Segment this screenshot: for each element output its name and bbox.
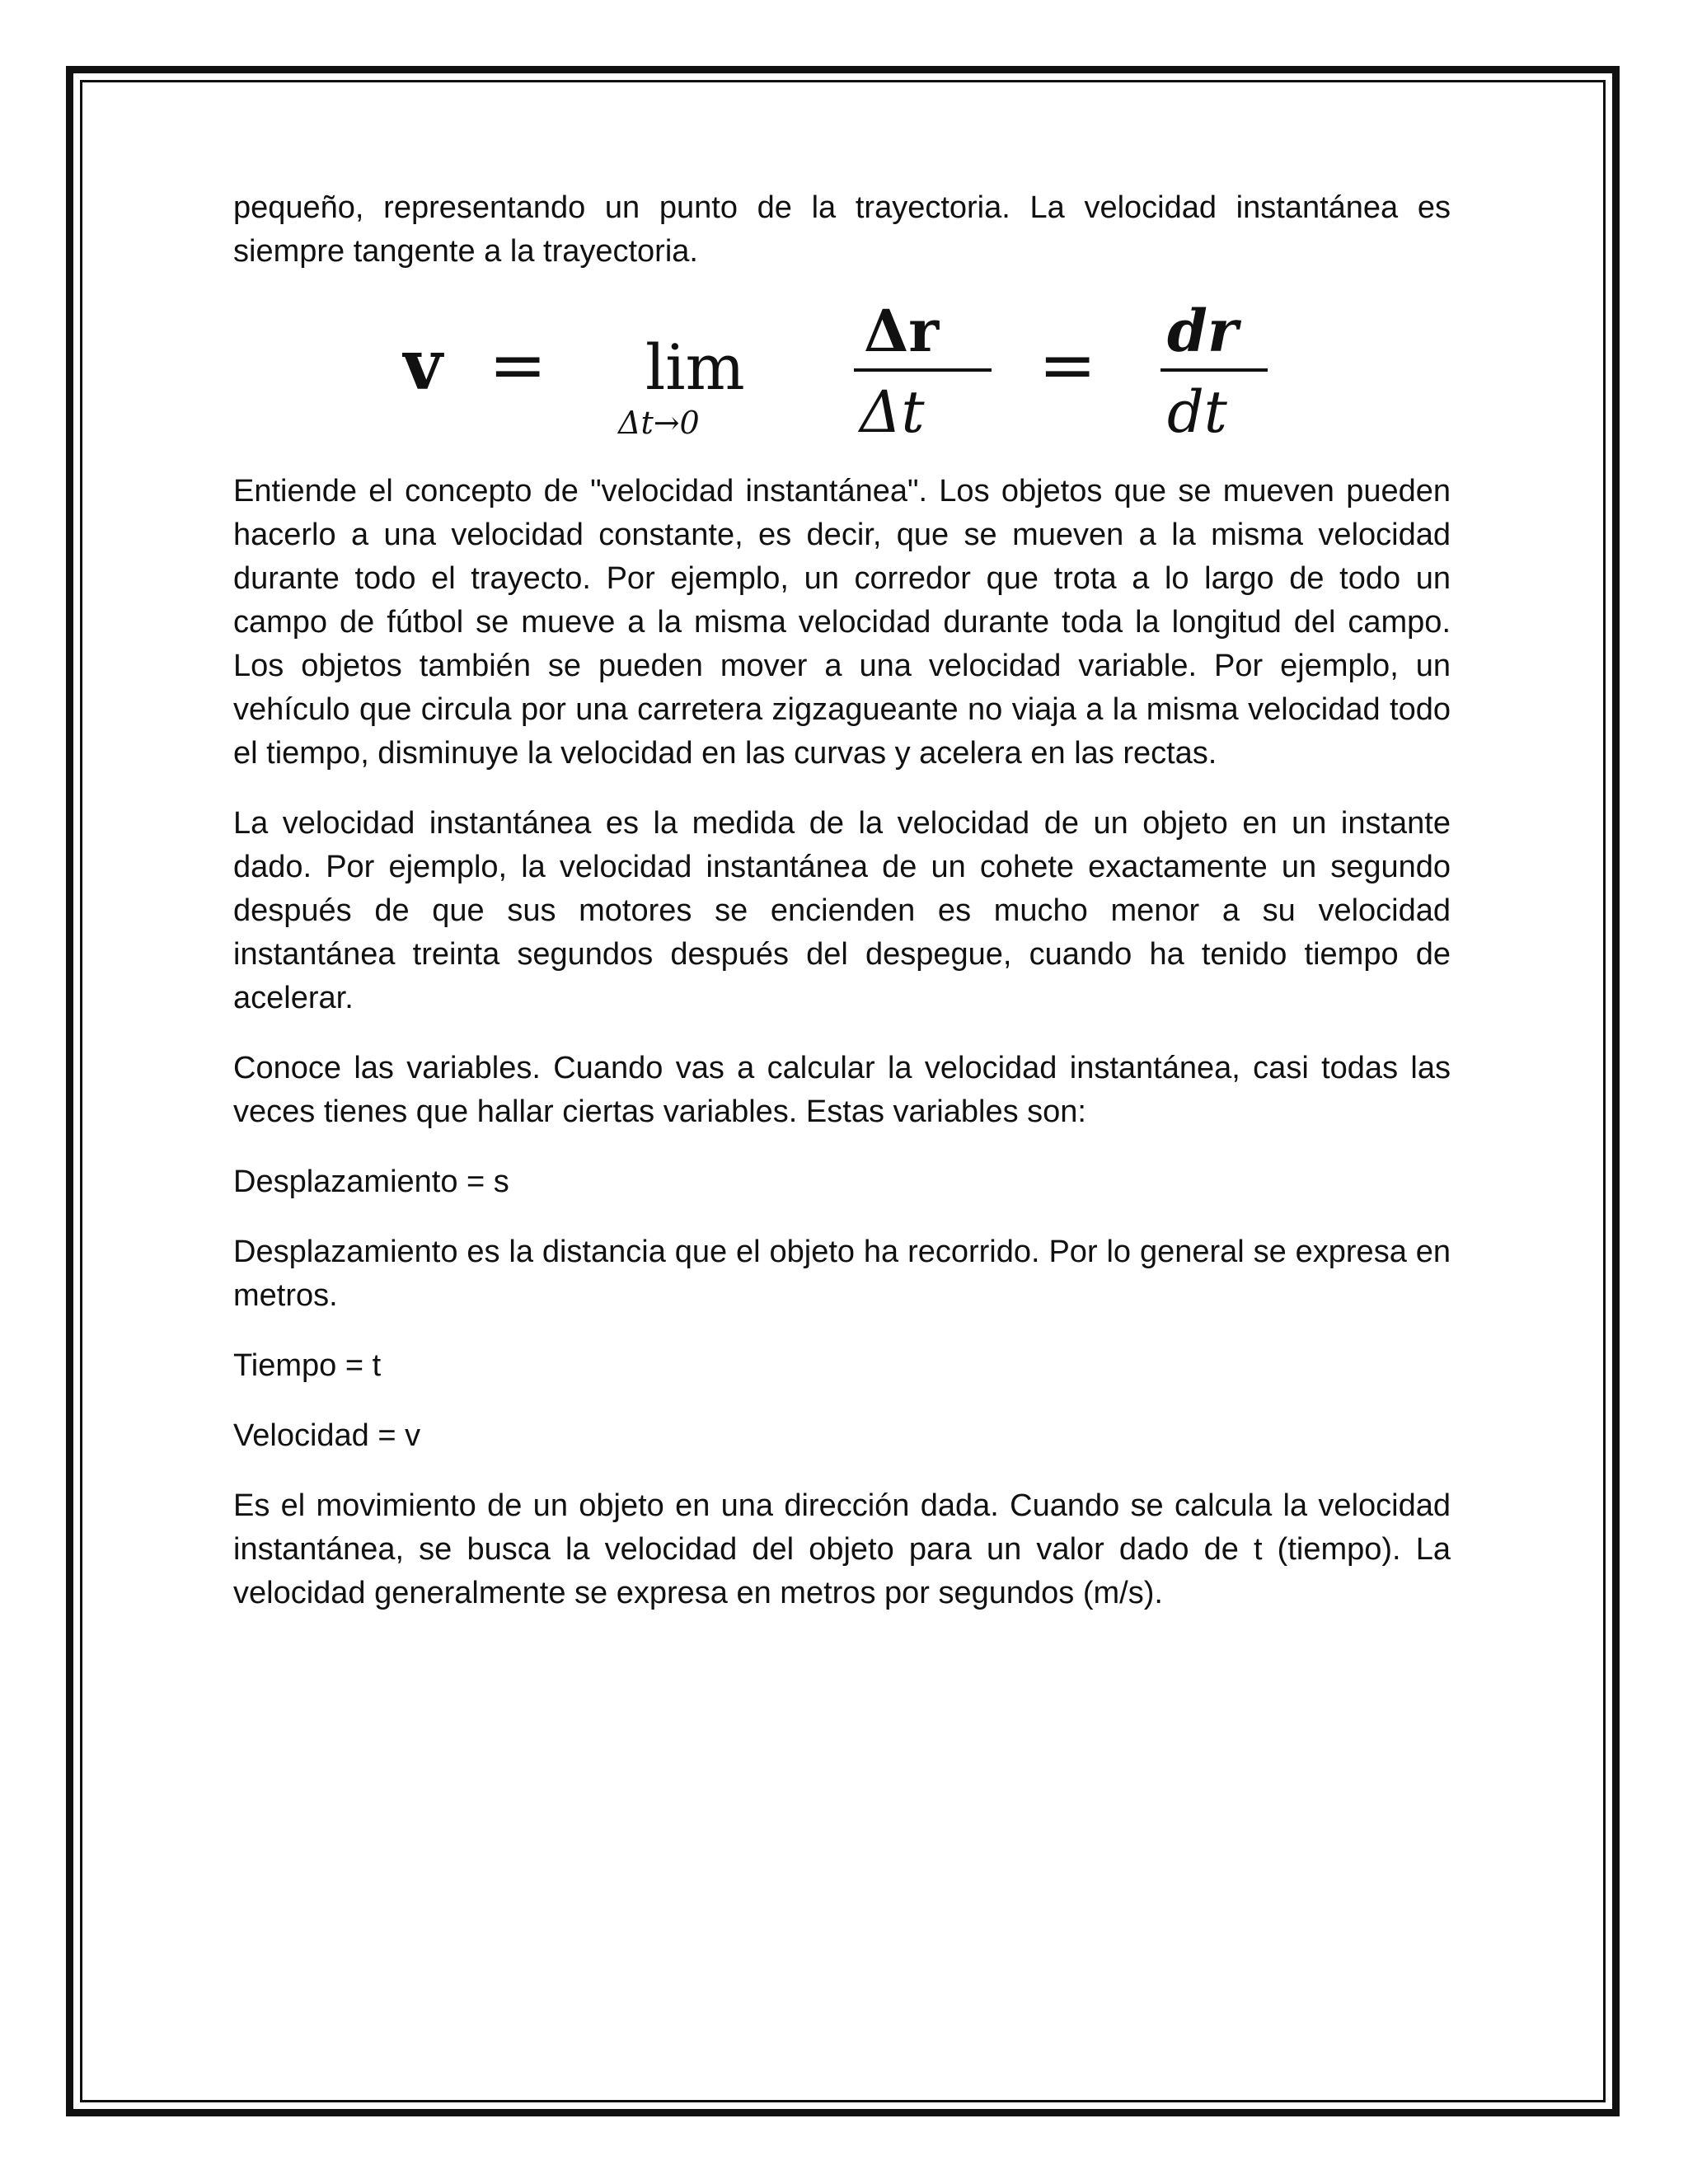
formula-frac1-denominator: Δt <box>860 378 925 446</box>
variable-velocity: Velocidad = v <box>233 1418 421 1453</box>
velocity-formula-graphic <box>402 300 1284 448</box>
paragraph-concept: Entiende el concepto de "velocidad instantánea". Los objetos que se mueven pueden hacerlo a una velocidad constante, es decir, que se mueven a la misma velocidad durante todo el trayecto. Por ejemplo, un corredor que trota a lo largo de todo un campo de fútbol se mueve a la misma velocidad durante toda la longitud del campo. Los objetos también se pueden mover a una velocidad variable. Por ejemplo, un vehículo que circula por una carretera zigzagueante no viaja a la misma velocidad todo el tiempo, disminuye la velocidad en las curvas y acelera en las rectas. <box>233 474 1451 771</box>
formula-equals-2: = <box>1039 325 1097 405</box>
formula-lhs: v <box>402 324 443 405</box>
formula-frac2-denominator: dt <box>1167 378 1227 446</box>
variable-time: Tiempo = t <box>233 1348 382 1383</box>
formula-frac1-numerator: Δr <box>864 300 940 365</box>
paragraph-instant-measure: La velocidad instantánea es la medida de la velocidad de un objeto en un instante dado. Por ejemplo, la velocidad instantánea de un cohete exactamente un segundo después de que sus motores se encienden es mucho menor a su velocidad instantánea treinta segundos después del despegue, cuando ha tenido tiempo de acelerar. <box>233 806 1451 1015</box>
paragraph-variables-intro: Conoce las variables. Cuando vas a calcular la velocidad instantánea, casi todas las veces tienes que hallar ciertas variables. Estas variables son: <box>233 1051 1451 1129</box>
paragraph-velocity-definition: Es el movimiento de un objeto en una dirección dada. Cuando se calcula la velocidad instantánea, se busca la velocidad del objeto para un valor dado de t (tiempo). La velocidad generalmente se expresa en metros por segundos (m/s). <box>233 1488 1451 1610</box>
velocity-formula <box>233 300 1451 448</box>
formula-lim: lim <box>645 330 745 404</box>
document-body <box>233 186 1451 1642</box>
paragraph-tangent: pequeño, representando un punto de la trayectoria. La velocidad instantánea es siempre tangente a la trayectoria. <box>233 190 1451 269</box>
formula-lim-subscript: Δt→0 <box>618 405 700 441</box>
formula-equals-1: = <box>489 325 547 405</box>
formula-frac2-numerator: dr <box>1167 300 1238 365</box>
variable-displacement: Desplazamiento = s <box>233 1165 509 1199</box>
paragraph-displacement-definition: Desplazamiento es la distancia que el objeto ha recorrido. Por lo general se expresa en metros. <box>233 1235 1451 1313</box>
